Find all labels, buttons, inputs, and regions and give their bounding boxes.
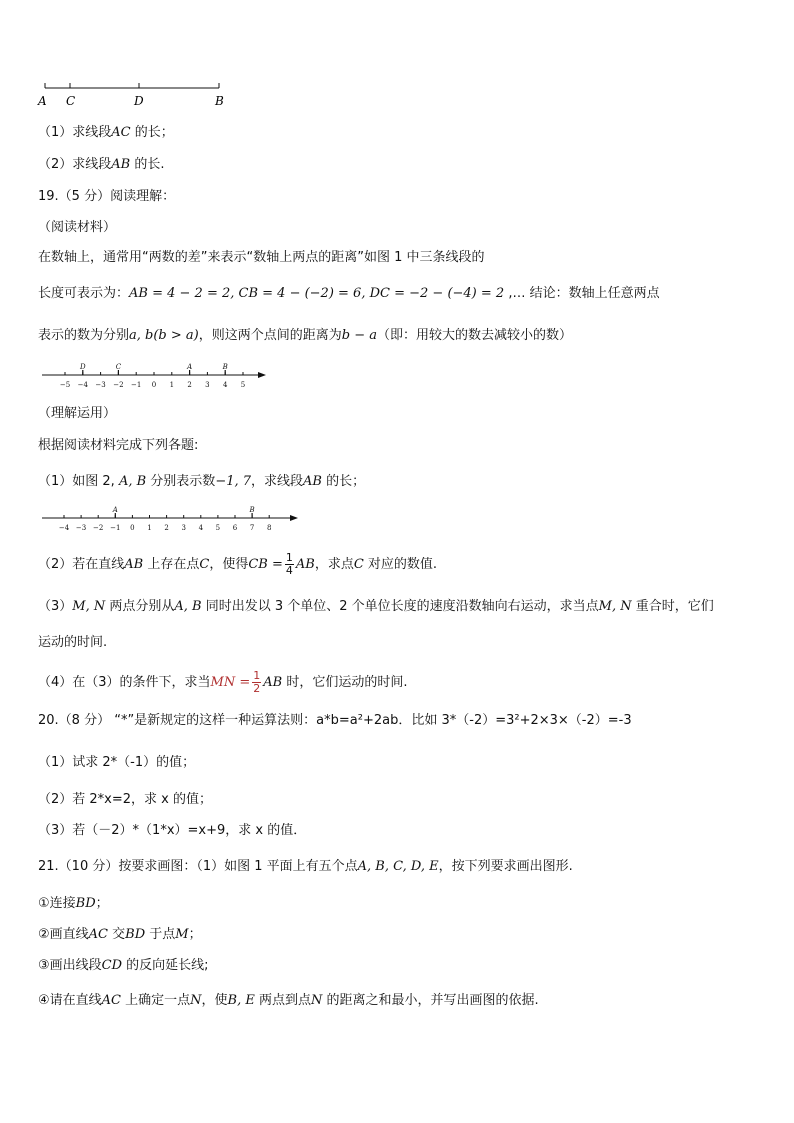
nl1-point-label: D — [79, 363, 86, 371]
nl1-tick-label: 1 — [169, 381, 175, 389]
segment-figure — [30, 78, 240, 112]
nl2-point-label: A — [112, 506, 118, 514]
number-line-figure-2 — [40, 505, 302, 537]
nl2-tick-label: 4 — [198, 524, 204, 532]
nl2-tick-label: 1 — [147, 524, 152, 532]
nl1-point-label: C — [115, 363, 122, 371]
segment-label-b: B — [215, 94, 224, 108]
nl1-tick-label: −1 — [131, 381, 142, 389]
q21-item4: ④请在直线AC 上确定一点N，使B, E 两点到点N 的距离之和最小，并写出画图的依据. — [38, 993, 539, 1008]
q19-sub2: （2）若在直线AB 上存在点C，使得CB = $\frac{1}{4}$ AB，求点C 对应的数值. — [38, 551, 438, 577]
q19-material-line3: 表示的数为分别a, b(b > a)，则这两个点间的距离为b − a（即：用较大的数去减较小的数） — [38, 328, 572, 343]
nl1-point-label: B — [222, 363, 228, 371]
nl2-tick-label: −2 — [93, 524, 104, 532]
segment-label-c: C — [66, 94, 76, 108]
q21-title: 21.（10 分）按要求画图：（1）如图 1 平面上有五个点A, B, C, D, E，按下列要求画出图形. — [38, 859, 573, 874]
nl2-tick-label: 0 — [130, 524, 135, 532]
q21-item1: ①连接BD； — [38, 896, 109, 911]
fraction-one-half: $\frac{1}{2}$ — [253, 669, 261, 695]
nl2-tick-label: −3 — [75, 524, 87, 532]
segment-label-d: D — [134, 94, 144, 108]
nl2-tick-label: 6 — [232, 524, 238, 532]
q20-sub1: （1）试求 2*（-1）的值； — [38, 755, 196, 770]
nl2-arrow-icon — [290, 515, 298, 521]
q19-sub4: （4）在（3）的条件下，求当MN = $\frac{1}{2}$ AB 时，它们运动的时间. — [38, 669, 408, 695]
q19-material-line2: 长度可表示为：AB = 4 − 2 = 2, CB = 4 − (−2) = 6, DC = −2 − (−4) = 2 ,… 结论：数轴上任意两点 — [38, 286, 660, 301]
q19-sub3: （3）M, N 两点分别从A, B 同时出发以 3 个单位、2 个单位长度的速度沿数轴向右运动，求当点M, N 重合时，它们 — [38, 599, 714, 614]
q20-sub3: （3）若（－2）*（1*x）=x+9，求 x 的值． — [38, 823, 307, 838]
segment-label-a: A — [38, 94, 47, 108]
nl2-tick-label: −1 — [110, 524, 121, 532]
nl1-tick-label: −2 — [113, 381, 124, 389]
nl1-tick-label: −3 — [95, 381, 106, 389]
fraction-one-quarter: $\frac{1}{4}$ — [285, 551, 293, 577]
nl2-tick-label: 8 — [266, 524, 272, 532]
nl1-tick-label: 3 — [205, 381, 210, 389]
q20-sub2: （2）若 2*x=2，求 x 的值； — [38, 792, 212, 807]
q18-part2: （2）求线段AB 的长. — [38, 157, 165, 172]
nl1-arrow-icon — [258, 372, 266, 378]
nl2-tick-label: −4 — [58, 524, 70, 532]
q21-item2: ②画直线AC 交BD 于点M； — [38, 927, 202, 942]
q19-title: 19.（5 分）阅读理解： — [38, 189, 176, 204]
nl1-tick-label: 5 — [240, 381, 246, 389]
q21-item3: ③画出线段CD 的反向延长线; — [38, 958, 209, 973]
nl2-point-label: B — [249, 506, 255, 514]
nl2-tick-label: 5 — [215, 524, 221, 532]
nl1-tick-label: 0 — [151, 381, 157, 389]
nl1-tick-label: 2 — [187, 381, 192, 389]
q19-apply-heading: （理解运用） — [38, 406, 117, 421]
nl1-tick-label: −4 — [77, 381, 88, 389]
q18-part1: （1）求线段AC 的长； — [38, 125, 174, 140]
q19-sub1: （1）如图 2, A, B 分别表示数−1, 7，求线段AB 的长； — [38, 474, 366, 489]
nl1-tick-label: −5 — [59, 381, 71, 389]
q19-sub3-line2: 运动的时间. — [38, 635, 108, 650]
nl1-tick-label: 4 — [222, 381, 228, 389]
nl2-tick-label: 7 — [249, 524, 255, 532]
q19-material-heading: （阅读材料） — [38, 220, 117, 235]
number-line-figure-1 — [40, 362, 270, 394]
nl1-point-label: A — [187, 363, 193, 371]
q20-title: 20.（8 分） “*”是新规定的这样一种运算法则：a*b=a²+2ab．比如 3*（-2）=3²+2×3×（-2）=-3 — [38, 713, 632, 728]
nl2-tick-label: 2 — [164, 524, 169, 532]
q19-material-line1: 在数轴上，通常用“两数的差”来表示“数轴上两点的距离”如图 1 中三条线段的 — [38, 250, 485, 265]
q19-apply-intro: 根据阅读材料完成下列各题: — [38, 438, 199, 453]
nl2-tick-label: 3 — [181, 524, 186, 532]
